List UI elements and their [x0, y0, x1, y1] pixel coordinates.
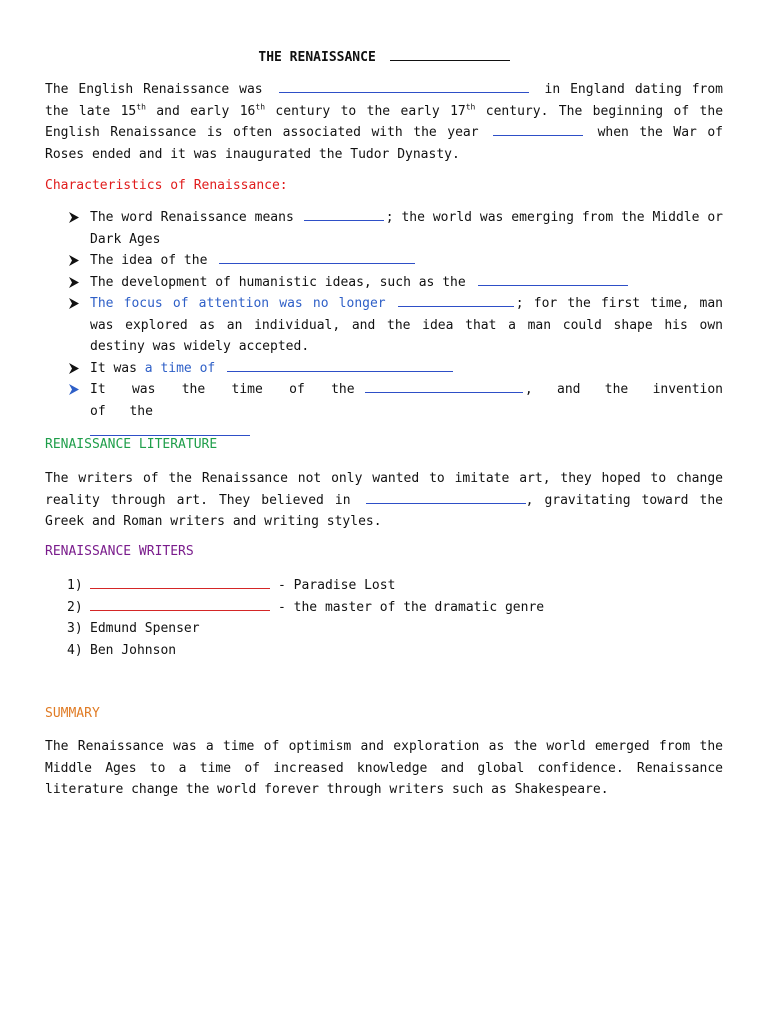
item-blank[interactable]	[304, 208, 384, 221]
literature-paragraph	[45, 468, 723, 533]
item-text: - the master of the dramatic genre	[278, 599, 545, 615]
item-number: 2)	[67, 599, 83, 615]
list-item	[45, 293, 723, 358]
literature-blank[interactable]	[366, 491, 526, 504]
item-text-blue: a time of	[144, 360, 216, 376]
item-text-blue: The focus of attention was no longer	[90, 296, 386, 311]
intro-text-2: in England dating from the late 15	[45, 82, 724, 119]
intro-text-4: century to the early 17	[275, 103, 466, 119]
list-item	[45, 379, 723, 444]
list-item	[45, 358, 723, 380]
item-text: The idea of the	[90, 253, 208, 268]
arrow-bullet-icon	[67, 250, 81, 271]
arrow-bullet-icon	[67, 358, 81, 379]
writers-heading: RENAISSANCE WRITERS	[45, 544, 194, 559]
item-blank[interactable]	[227, 359, 453, 372]
intro-sup-3: th	[465, 102, 476, 112]
item-text: Edmund Spenser	[90, 621, 200, 637]
characteristics-heading: Characteristics of Renaissance:	[45, 178, 288, 193]
page-title	[45, 48, 723, 67]
arrow-bullet-icon	[67, 272, 81, 293]
list-item	[45, 272, 723, 294]
summary-heading: SUMMARY	[45, 706, 100, 721]
item-blank[interactable]	[219, 251, 415, 264]
intro-text-3: and early 16	[156, 103, 256, 119]
item-blank[interactable]	[398, 294, 514, 307]
writer-blank[interactable]	[90, 576, 270, 589]
literature-text-1: The writers of the Renaissance not only wanted to imitate art, they hoped to change reality through art. They believed in	[45, 471, 723, 508]
item-text: It was	[90, 360, 137, 376]
arrow-bullet-icon	[67, 293, 81, 314]
list-item	[45, 207, 723, 250]
writers-list	[45, 575, 544, 662]
item-blank[interactable]	[365, 380, 523, 393]
list-item	[45, 250, 723, 272]
intro-blank-2[interactable]	[493, 123, 583, 136]
intro-sup-2: th	[255, 102, 266, 112]
list-item	[45, 618, 544, 640]
intro-paragraph	[45, 79, 723, 165]
arrow-bullet-icon	[67, 207, 81, 228]
characteristics-list	[45, 207, 723, 444]
item-text: It was the time of the	[90, 382, 355, 397]
list-item	[45, 640, 544, 662]
literature-text-2: , gravitating toward the Greek and Roman writers and writing styles.	[45, 492, 724, 529]
arrow-bullet-icon	[67, 379, 81, 400]
item-number: 1)	[67, 578, 83, 593]
intro-text-1: The English Renaissance was	[45, 82, 263, 97]
item-text: - Paradise Lost	[278, 578, 396, 593]
writer-blank[interactable]	[90, 598, 270, 611]
literature-heading: RENAISSANCE LITERATURE	[45, 437, 218, 452]
item-number: 4)	[67, 643, 83, 659]
list-item	[45, 597, 544, 619]
list-item	[45, 575, 544, 597]
intro-blank-1[interactable]	[279, 80, 529, 93]
title-blank[interactable]	[390, 48, 510, 61]
item-text: Ben Johnson	[90, 643, 177, 659]
item-text-after: ; for the first time, man was explored as an individual, and the idea that a man could shape his own destiny was widely accepted.	[90, 296, 724, 354]
summary-paragraph: The Renaissance was a time of optimism and exploration as the world emerged from the Middle Ages to a time of increased knowledge and global confidence. Renaissance literature change the world forever through writers such as Shakespeare.	[45, 739, 723, 797]
item-number: 3)	[67, 621, 83, 637]
item-text-middle: , and the invention of the	[90, 382, 724, 419]
item-text: The word Renaissance means	[90, 210, 294, 225]
title-text: THE RENAISSANCE	[258, 50, 376, 65]
item-blank-2[interactable]	[90, 423, 250, 436]
intro-text-6: when the War of Roses ended and it was inaugurated the Tudor Dynasty.	[45, 125, 724, 162]
intro-sup-1: th	[136, 102, 146, 112]
item-text-after: ; the world was emerging from the Middle or Dark Ages	[90, 210, 723, 247]
item-blank[interactable]	[478, 273, 628, 286]
intro-text-5: century. The beginning of the English Renaissance is often associated with the year	[45, 103, 724, 140]
item-text: The development of humanistic ideas, such as the	[90, 274, 466, 290]
